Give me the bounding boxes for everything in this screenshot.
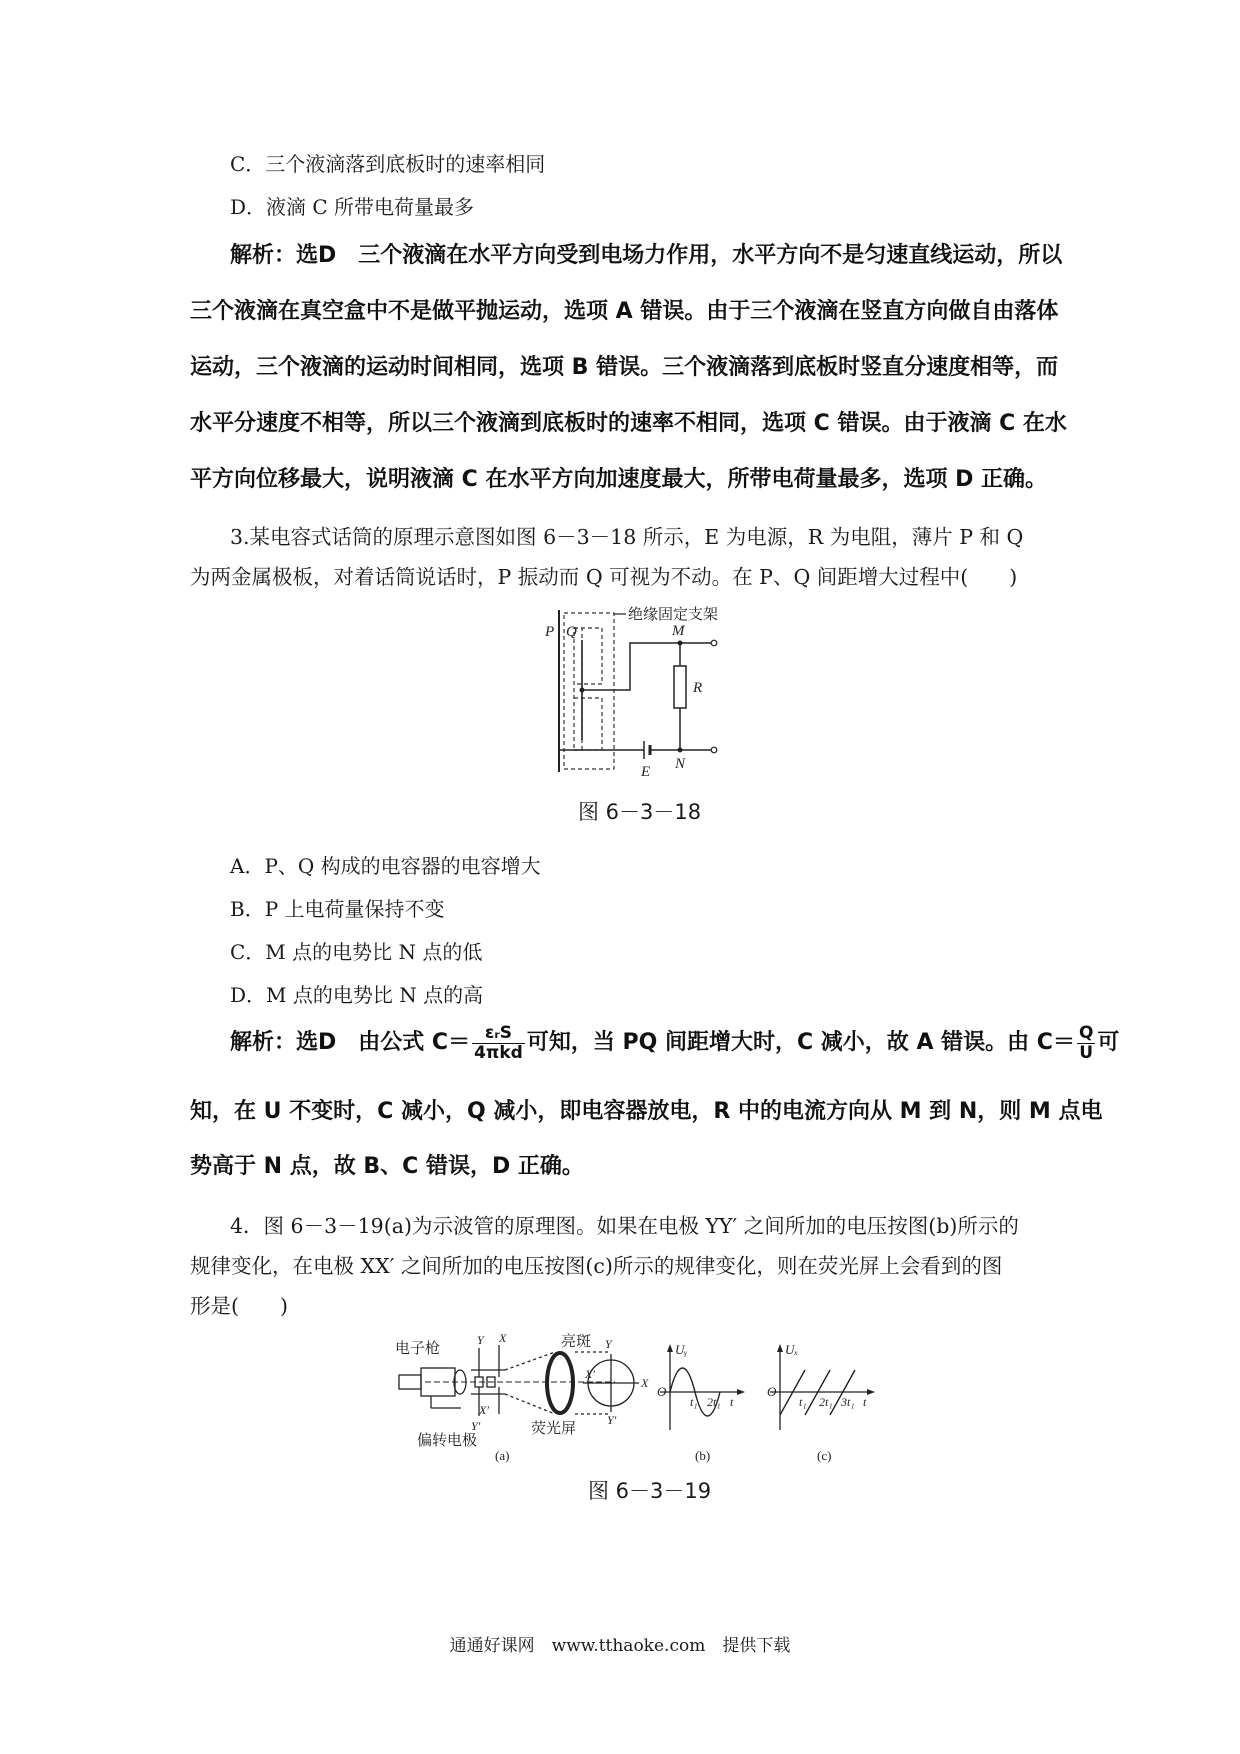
uy-origin: O <box>657 1384 667 1399</box>
bright-spot-label: 亮斑 <box>561 1334 592 1350</box>
uy-tick-2t1: 2t₁ <box>707 1395 721 1409</box>
support-label: 绝缘固定支架 <box>628 607 719 623</box>
ux-tick-2t1: 2t₁ <box>819 1395 833 1409</box>
screen-y-label: Y <box>605 1337 612 1351</box>
deflection-electrode-label: 偏转电极 <box>417 1433 478 1449</box>
q2-solution-line-1: 解析：选D 三个液滴在水平方向受到电场力作用，水平方向不是匀速直线运动，所以 <box>230 243 1063 268</box>
uy-axis-label: Uᵧ <box>675 1342 688 1357</box>
q4-stem-line-2: 规律变化，在电极 XX′ 之间所加的电压按图(c)所示的规律变化，则在荧光屏上会看到的图 <box>190 1254 1003 1278</box>
q3-option-b: B．P 上电荷量保持不变 <box>230 897 445 921</box>
q3-option-a: A．P、Q 构成的电容器的电容增大 <box>230 854 541 878</box>
q2-solution-line-4: 水平分速度不相等，所以三个液滴到底板时的速率不相同，选项 C 错误。由于液滴 C 在水 <box>190 411 1067 436</box>
screen-label: 荧光屏 <box>531 1421 577 1437</box>
electron-gun-label: 电子枪 <box>395 1341 441 1357</box>
q4-stem-line-1: 4．图 6－3－19(a)为示波管的原理图。如果在电极 YY′ 之间所加的电压按图(b)所示的 <box>230 1214 1019 1238</box>
label-m: M <box>672 623 685 639</box>
x-electrode-label: X <box>499 1331 507 1345</box>
formula-u: U <box>1079 1042 1094 1063</box>
ux-t-label: t <box>863 1395 867 1409</box>
ux-tick-3t1: 3t₁ <box>841 1395 855 1409</box>
oscilloscope-figure <box>395 1330 905 1465</box>
label-p: P <box>545 624 555 640</box>
q3-solution-line-1 <box>230 1018 1119 1068</box>
ux-tick-t1: t₁ <box>799 1395 807 1409</box>
formula-q: Q <box>1078 1022 1094 1043</box>
screen-x-label: X <box>641 1376 649 1390</box>
q4-stem-line-3: 形是( ) <box>190 1294 288 1318</box>
figure-caption-6-3-19: 图 6－3－19 <box>588 1479 712 1503</box>
sub-c-label: (c) <box>817 1448 832 1463</box>
q3-stem-line-1: 3.某电容式话筒的原理示意图如图 6－3－18 所示，E 为电源，R 为电阻，薄片 P 和 Q <box>230 525 1024 549</box>
ux-origin: O <box>767 1384 777 1399</box>
screen-y-prime-label: Y′ <box>607 1413 617 1427</box>
q3-solution-part-1: 解析：选D 由公式 C＝ <box>230 1030 471 1055</box>
q3-option-c: C．M 点的电势比 N 点的低 <box>230 940 483 964</box>
q2-option-c: C．三个液滴落到底板时的速率相同 <box>230 152 546 176</box>
label-q: Q <box>566 624 577 640</box>
sub-a-label: (a) <box>495 1448 510 1463</box>
uy-graph <box>657 1342 745 1463</box>
y-electrode-label: Y <box>477 1333 484 1347</box>
uy-tick-t1: t₁ <box>690 1395 698 1409</box>
q2-option-d: D．液滴 C 所带电荷量最多 <box>230 195 475 219</box>
sub-b-label: (b) <box>695 1448 711 1463</box>
figure-caption-6-3-18: 图 6－3－18 <box>578 800 702 824</box>
x-prime-label: X′ <box>479 1403 489 1417</box>
label-n: N <box>675 756 686 772</box>
uy-t-label: t <box>730 1395 734 1409</box>
formula-denominator: 4πkd <box>474 1042 523 1063</box>
ux-axis-label: Uₓ <box>785 1342 799 1357</box>
label-r: R <box>693 680 703 696</box>
q2-solution-line-2: 三个液滴在真空盒中不是做平抛运动，选项 A 错误。由于三个液滴在竖直方向做自由落体 <box>190 299 1059 324</box>
q3-option-d: D．M 点的电势比 N 点的高 <box>230 983 484 1007</box>
q2-solution-line-5: 平方向位移最大，说明液滴 C 在水平方向加速度最大，所带电荷量最多，选项 D 正确。 <box>190 467 1048 492</box>
ux-graph <box>767 1342 875 1463</box>
capacitance-formula <box>472 1024 525 1063</box>
charge-voltage-formula <box>1077 1024 1095 1063</box>
capacitor-microphone-diagram <box>540 600 750 780</box>
y-prime-label: Y′ <box>471 1419 481 1433</box>
q2-solution-line-3: 运动，三个液滴的运动时间相同，选项 B 错误。三个液滴落到底板时竖直分速度相等，而 <box>190 355 1059 380</box>
q3-solution-part-3: 可 <box>1097 1030 1120 1055</box>
label-e: E <box>641 764 651 780</box>
q3-solution-line-2: 知，在 U 不变时，C 减小，Q 减小，即电容器放电，R 中的电流方向从 M 到 N，则 M 点电 <box>190 1099 1103 1124</box>
q3-solution-line-3: 势高于 N 点，故 B、C 错误，D 正确。 <box>190 1154 584 1179</box>
q3-stem-line-2: 为两金属极板，对着话筒说话时，P 振动而 Q 可视为不动。在 P、Q 间距增大过程中( ) <box>190 565 1018 589</box>
page-footer: 通通好课网 www.tthaoke.com 提供下载 <box>449 1636 791 1656</box>
q3-solution-part-2: 可知，当 PQ 间距增大时，C 减小，故 A 错误。由 C＝ <box>526 1030 1075 1055</box>
formula-numerator: εᵣS <box>472 1024 525 1044</box>
screen-x-prime-label: X′ <box>585 1367 595 1381</box>
